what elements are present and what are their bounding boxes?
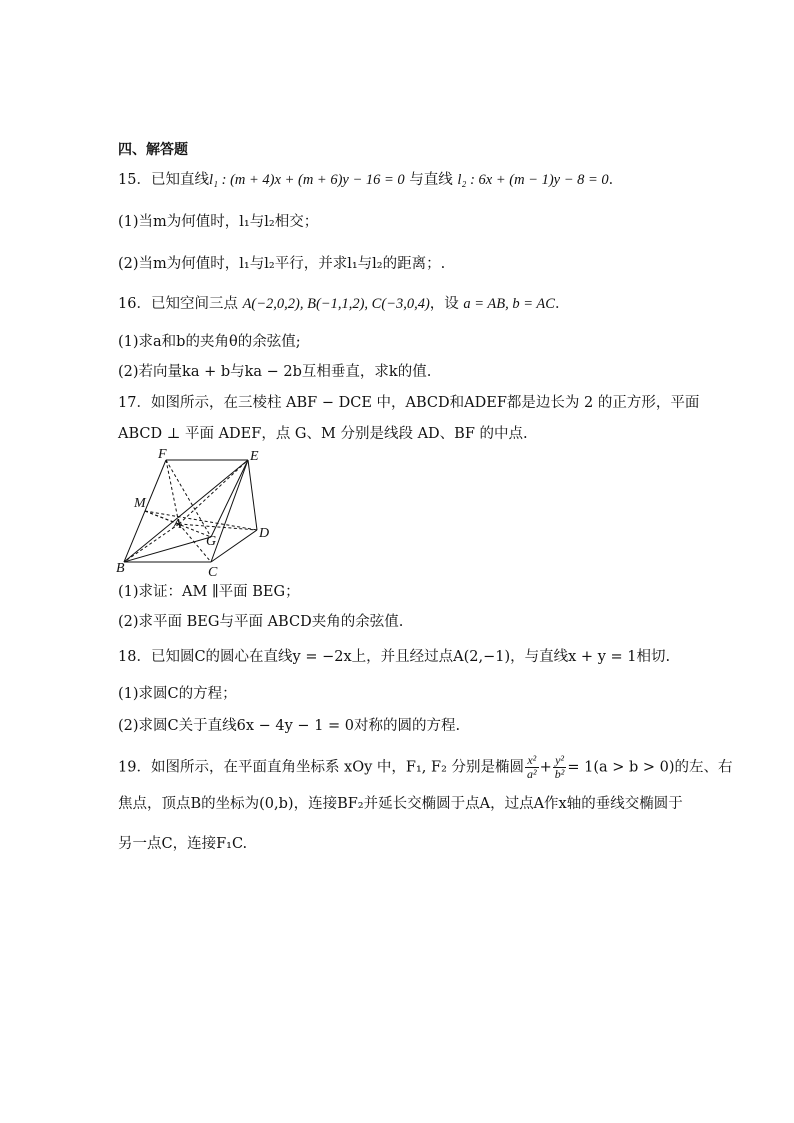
label-G: G bbox=[206, 534, 217, 549]
q16-intro: 16．已知空间三点 bbox=[118, 296, 243, 312]
label-D: D bbox=[259, 526, 270, 541]
q15-line-l1: l₁ : (m + 4)x + (m + 6)y − 16 = 0 bbox=[208, 172, 405, 188]
question-15-stem bbox=[118, 170, 623, 190]
segment-AE bbox=[179, 460, 248, 524]
question-19-line-2: 焦点，顶点B的坐标为(0,b)，连接BF₂并延长交椭圆于点A，过点A作x轴的垂线交椭圆于 bbox=[118, 796, 683, 812]
question-15-part-1: (1)当m为何值时，l₁与l₂相交； bbox=[118, 214, 319, 230]
plus-sign: + bbox=[539, 759, 552, 776]
question-17-part-1: (1)求证：AM ∥平面 BEG； bbox=[118, 584, 300, 600]
label-E: E bbox=[250, 449, 259, 464]
question-19-line-1 bbox=[118, 754, 733, 781]
ellipse-fraction-x bbox=[525, 754, 539, 781]
question-18-part-1: (1)求圆C的方程； bbox=[118, 686, 237, 702]
fraction-y-denominator: b² bbox=[554, 767, 565, 781]
q15-connector: 与直线 bbox=[404, 172, 458, 188]
q15-intro: 15．已知直线 bbox=[118, 172, 209, 188]
label-A: A bbox=[173, 517, 182, 532]
fraction-x-numerator: x² bbox=[525, 754, 539, 768]
question-18-part-2: (2)求圆C关于直线6x − 4y − 1 = 0对称的圆的方程. bbox=[118, 718, 461, 734]
label-M: M bbox=[134, 496, 146, 511]
edge-DC bbox=[211, 530, 257, 562]
question-19-line-3: 另一点C，连接F₁C. bbox=[118, 836, 248, 852]
question-17-part-2: (2)求平面 BEG与平面 ABCD夹角的余弦值. bbox=[118, 614, 404, 630]
q19-intro: 19．如图所示，在平面直角坐标系 xOy 中，F₁, F₂ 分别是椭圆 bbox=[118, 759, 524, 776]
segment-BG bbox=[124, 537, 211, 562]
segment-GE bbox=[211, 460, 248, 537]
edge-AD bbox=[179, 524, 257, 530]
q16-points: A(−2,0,2), B(−1,1,2), C(−3,0,4) bbox=[242, 296, 430, 312]
fraction-y-numerator: y² bbox=[553, 754, 567, 768]
prism-figure bbox=[114, 444, 274, 580]
question-18-stem: 18．已知圆C的圆心在直线y = −2x上，并且经过点A(2,−1)，与直线x + y = 1相切. bbox=[118, 649, 671, 665]
q19-after-ellipse: = 1(a > b > 0)的左、右 bbox=[567, 759, 733, 776]
section-title: 四、解答题 bbox=[118, 142, 188, 158]
label-F: F bbox=[158, 447, 167, 462]
q16-end: ． bbox=[554, 296, 570, 312]
question-17-line-2: ABCD ⊥ 平面 ADEF，点 G、M 分别是线段 AD、BF 的中点. bbox=[118, 426, 528, 442]
prism-diagram bbox=[114, 444, 274, 580]
segment-MD bbox=[145, 511, 257, 530]
question-16-part-1: (1)求a和b的夹角θ的余弦值; bbox=[118, 334, 301, 350]
q15-line-l2: l₂ : 6x + (m − 1)y − 8 = 0 bbox=[457, 172, 609, 188]
q16-vectors: a = AB, b = AC bbox=[463, 296, 555, 312]
q16-connector: ，设 bbox=[429, 296, 464, 312]
label-C: C bbox=[208, 565, 218, 580]
question-15-part-2: (2)当m为何值时，l₁与l₂平行，并求l₁与l₂的距离；. bbox=[118, 256, 446, 272]
fraction-x-denominator: a² bbox=[527, 767, 537, 781]
edge-ED bbox=[248, 460, 257, 530]
q15-end: ． bbox=[608, 172, 624, 188]
ellipse-fraction-y bbox=[553, 754, 567, 781]
question-17-line-1: 17．如图所示，在三棱柱 ABF − DCE 中，ABCD和ADEF都是边长为 2 的正方形，平面 bbox=[118, 395, 700, 411]
label-B: B bbox=[116, 561, 125, 576]
question-16-part-2: (2)若向量ka + b与ka − 2b互相垂直，求k的值. bbox=[118, 364, 432, 380]
question-16-stem bbox=[118, 294, 569, 314]
